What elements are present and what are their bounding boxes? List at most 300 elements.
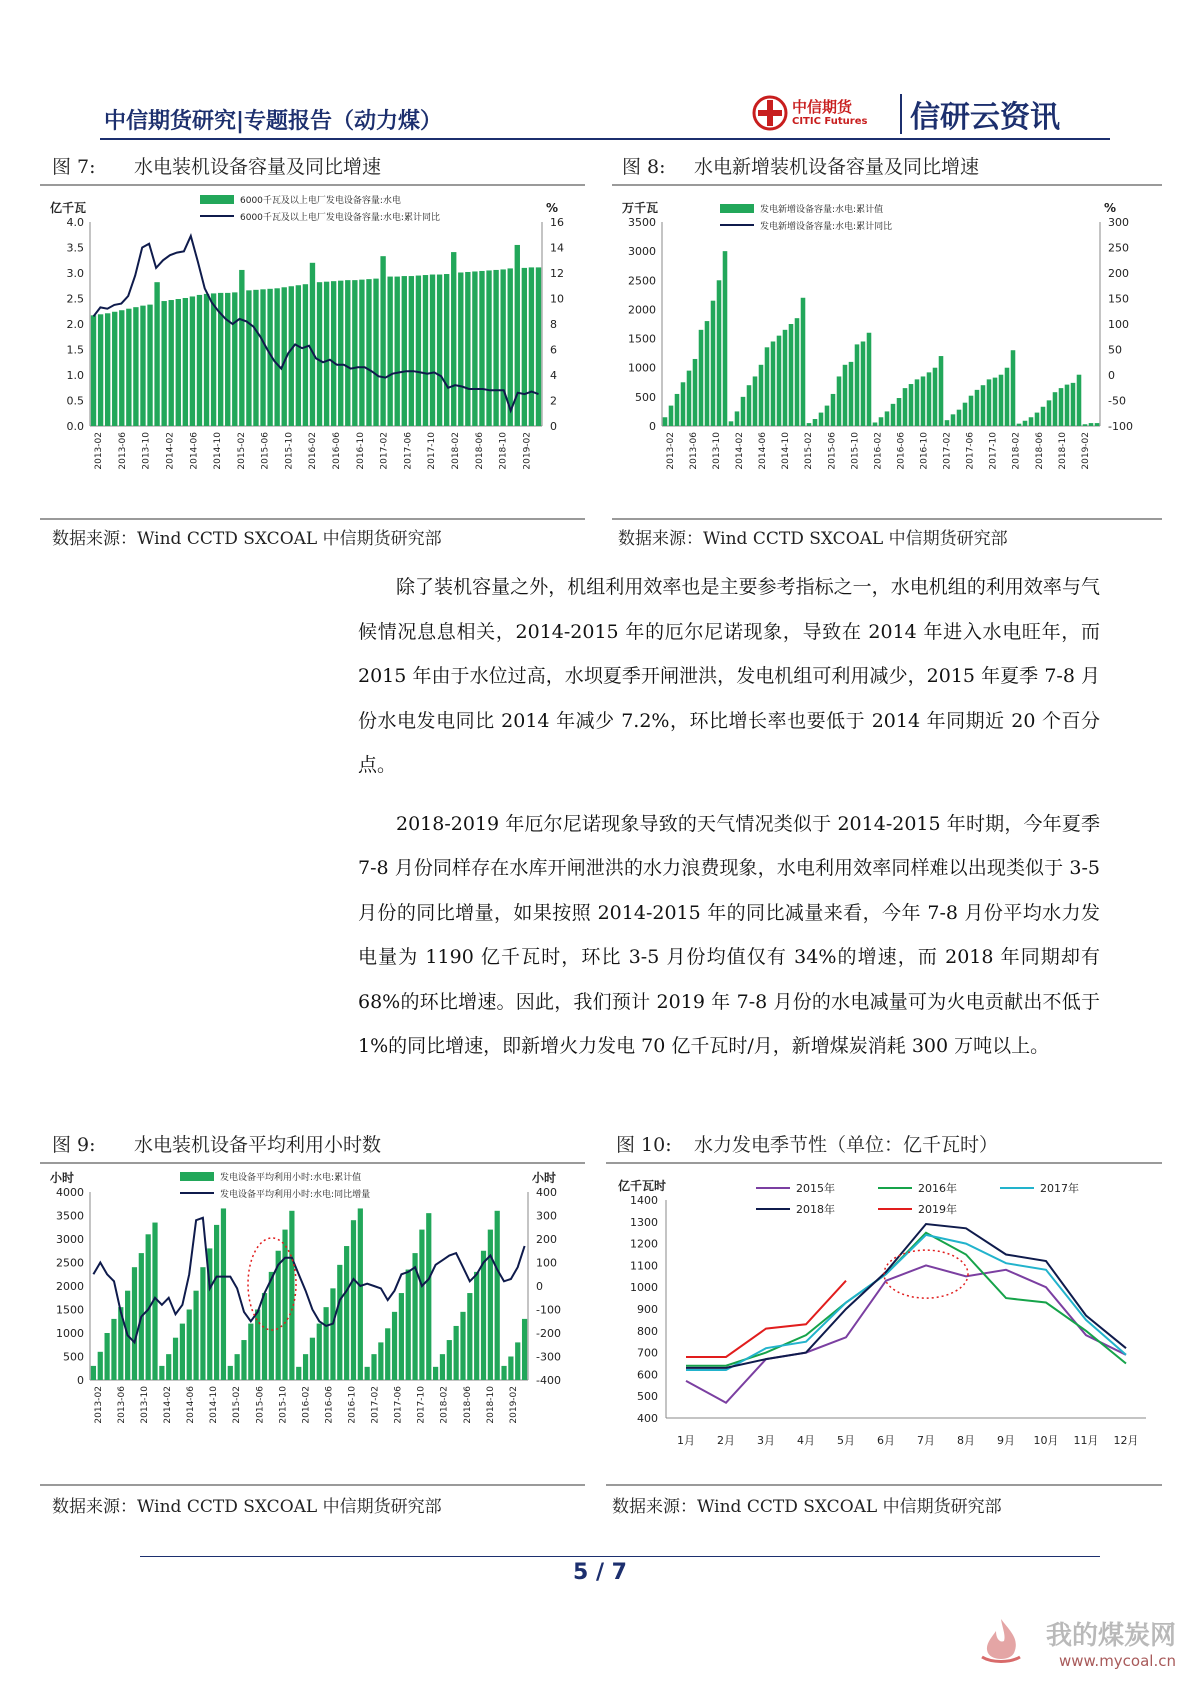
fig8-x-tick: 2014-10 [781, 432, 792, 470]
fig10-y-label: 亿千瓦时 [618, 1179, 667, 1193]
fig8-x-tick: 2018-06 [1034, 432, 1045, 470]
fig9-bar [166, 1354, 171, 1380]
fig7-x-tick: 2018-02 [450, 432, 461, 470]
fig7-bar [366, 279, 371, 426]
fig9-bar [310, 1338, 315, 1380]
fig10-x-tick: 1月 [677, 1434, 695, 1447]
fig7-left-unit: 亿千瓦 [50, 201, 87, 215]
fig8-bar [825, 406, 830, 426]
fig8-bar [939, 356, 944, 426]
fig7-left-tick: 3.5 [66, 241, 84, 255]
fig9-x-tick: 2013-10 [140, 1386, 151, 1424]
fig7-x-tick: 2019-02 [522, 432, 533, 470]
fig8-bar [783, 330, 788, 426]
fig9-bar [193, 1291, 198, 1380]
body-text [358, 565, 1100, 1069]
fig8-right-tick: -50 [1108, 394, 1126, 408]
brand-name: 信研云资讯 [910, 100, 1060, 135]
fig7-right-tick: 14 [550, 241, 564, 255]
fig7-x-tick: 2013-10 [141, 432, 152, 470]
fig10-chart [606, 1164, 1162, 1480]
fig8-bar [747, 385, 752, 426]
fig8-left-tick: 0 [649, 420, 656, 433]
fig7-right-tick: 16 [550, 216, 564, 229]
fig10-y-tick: 1400 [630, 1194, 658, 1207]
fig9-right-tick: -400 [536, 1374, 561, 1387]
fig7-bar [359, 280, 364, 426]
fig8-x-tick: 2016-10 [919, 432, 930, 470]
fig10-x-tick: 8月 [957, 1434, 975, 1447]
fig8-right-tick: 50 [1108, 343, 1122, 357]
fig9-right-tick: 100 [536, 1256, 557, 1270]
fig8-bar [1047, 400, 1052, 426]
fig8-bar [1083, 424, 1088, 426]
fig8-bar [717, 280, 722, 426]
fig9-left-tick: 3500 [56, 1209, 84, 1223]
logo-cn: 中信期货 [792, 98, 853, 116]
fig9-x-tick: 2018-02 [439, 1386, 450, 1424]
fig9-label: 图 9: [52, 1134, 96, 1156]
fig9-bar [358, 1208, 363, 1380]
fig9-left-tick: 4000 [56, 1186, 84, 1199]
fig8-right-tick: -100 [1108, 420, 1133, 433]
fig8-label: 图 8: [622, 156, 666, 178]
fig8-bar [849, 362, 854, 426]
fig9-bar [501, 1366, 506, 1380]
fig9-x-tick: 2016-02 [301, 1386, 312, 1424]
fig7-bar [536, 267, 541, 426]
fig7-bar [225, 293, 230, 426]
fig9-bar [419, 1230, 424, 1380]
fig7-x-tick: 2017-10 [427, 432, 438, 470]
fig7-x-tick: 2016-10 [355, 432, 366, 470]
fig8-bar [885, 411, 890, 426]
fig8-x-tick: 2018-02 [1011, 432, 1022, 470]
fig7-bar [253, 290, 258, 426]
footer-rule [140, 1556, 1100, 1557]
fig7-bar [112, 312, 117, 426]
fig8-x-tick: 2016-02 [873, 432, 884, 470]
fig8-title: 水电新增装机设备容量及同比增速 [694, 156, 980, 178]
fig9-bar [255, 1310, 260, 1381]
fig7-bar [169, 300, 174, 426]
fig9-x-tick: 2013-02 [93, 1386, 104, 1424]
fig7-x-tick: 2018-06 [474, 432, 485, 470]
fig7-bar [465, 272, 470, 426]
fig9-right-tick: -300 [536, 1350, 561, 1364]
fig7-left-tick: 2.5 [66, 292, 84, 306]
fig7-bar [310, 263, 315, 426]
report-header-title: 中信期货研究|专题报告（动力煤） [104, 109, 443, 134]
fig7-right-tick: 8 [550, 318, 557, 331]
fig9-bar [159, 1366, 164, 1380]
fig9-bar [337, 1265, 342, 1380]
fig9-bar [132, 1267, 137, 1380]
fig8-bar [705, 321, 710, 426]
fig8-bar [1071, 383, 1076, 426]
fig8-bar [837, 376, 842, 426]
fig8-bar [915, 379, 920, 426]
fig8-bar [831, 394, 836, 426]
fig7-bar [451, 252, 456, 426]
fig7-bar [409, 276, 414, 426]
watermark-url: www.mycoal.cn [1059, 1652, 1176, 1670]
fig10-x-tick: 9月 [997, 1434, 1015, 1447]
fig8-bar [741, 397, 746, 426]
fig8-bar [1005, 368, 1010, 426]
fig10-x-tick: 3月 [757, 1434, 775, 1447]
fig7-right-tick: 0 [550, 420, 557, 433]
fig9-left-tick: 1000 [56, 1327, 84, 1340]
fig9-x-tick: 2014-10 [209, 1386, 220, 1424]
fig7-bar [331, 281, 336, 426]
fig9-bar [262, 1293, 267, 1380]
fig7-bar [458, 272, 463, 426]
fig7-bar [119, 310, 124, 426]
fig8-bar [795, 318, 800, 426]
fig7-right-tick: 12 [550, 267, 564, 280]
fig7-bar [296, 285, 301, 426]
fig7-bar [380, 256, 385, 426]
fig9-bar [474, 1272, 479, 1380]
fig8-left-tick: 500 [635, 390, 656, 404]
fig7-series-line [94, 236, 539, 411]
fig7-bar [324, 282, 329, 426]
fig9-bar [324, 1307, 329, 1380]
fig10-y-tick: 800 [637, 1324, 658, 1338]
fig8-bar [663, 417, 668, 426]
fig7-left-tick: 1.0 [66, 369, 84, 382]
fig8-bar [951, 414, 956, 426]
fig9-bar [385, 1328, 390, 1380]
flame-logo-icon [976, 1615, 1026, 1665]
fig7-bar [352, 280, 357, 426]
fig8-bar [699, 330, 704, 426]
fig8-bar [729, 421, 734, 426]
fig8-bar [843, 365, 848, 426]
fig9-bar [173, 1338, 178, 1380]
fig7-bar [387, 277, 392, 426]
fig8-right-tick: 250 [1108, 241, 1129, 255]
fig7-source: 数据来源：Wind CCTD SXCOAL 中信期货研究部 [52, 529, 442, 549]
fig7-bar [183, 298, 188, 426]
fig7-bar [529, 267, 534, 426]
fig9-bar [303, 1354, 308, 1380]
fig7-bar [486, 270, 491, 426]
watermark-cn: 我的煤炭网 [1045, 1621, 1176, 1651]
fig9-bar [180, 1324, 185, 1380]
fig8-legend-bar-label: 发电新增设备容量:水电:累计值 [760, 205, 884, 215]
fig8-x-tick: 2014-06 [758, 432, 769, 470]
fig10-legend-label: 2017年 [1040, 1182, 1079, 1195]
fig8-bar [1023, 421, 1028, 426]
fig9-left-tick: 500 [63, 1350, 84, 1364]
fig8-x-tick: 2017-02 [942, 432, 953, 470]
fig9-bar [365, 1367, 370, 1380]
fig7-bar [402, 276, 407, 426]
fig9-x-tick: 2014-06 [186, 1386, 197, 1424]
fig8-bar [687, 371, 692, 426]
fig10-x-tick: 5月 [837, 1434, 855, 1447]
fig7-x-tick: 2014-10 [213, 432, 224, 470]
fig7-bar [444, 274, 449, 426]
fig8-right-tick: 0 [1108, 369, 1115, 382]
fig7-bar [260, 289, 265, 426]
fig7-bar [246, 290, 251, 426]
fig8-left-tick: 2000 [628, 303, 656, 317]
fig8-bar [1011, 350, 1016, 426]
fig7-bar [395, 277, 400, 426]
fig9-right-tick: 0 [536, 1280, 543, 1293]
fig8-bar [807, 423, 812, 426]
fig7-bar [317, 282, 322, 426]
fig7-title: 水电装机设备容量及同比增速 [134, 156, 382, 178]
fig10-legend-label: 2019年 [918, 1203, 957, 1216]
fig10-legend-label: 2018年 [796, 1203, 835, 1216]
fig7-x-tick: 2017-02 [379, 432, 390, 470]
fig9-bar [495, 1211, 500, 1380]
fig7-bar [522, 268, 527, 426]
fig8-bar [927, 372, 932, 426]
fig7-bar [204, 294, 209, 426]
fig8-right-tick: 100 [1108, 318, 1129, 331]
fig9-right-tick: -100 [536, 1303, 561, 1317]
fig8-bar [735, 411, 740, 426]
fig7-bar [161, 301, 166, 426]
fig9-bar [351, 1220, 356, 1380]
fig7-bottom-rule [40, 518, 585, 520]
fig7-x-tick: 2014-02 [165, 432, 176, 470]
fig8-bar [675, 394, 680, 426]
fig9-bar [426, 1213, 431, 1380]
fig8-x-tick: 2015-06 [827, 432, 838, 470]
fig8-bar [777, 336, 782, 426]
fig9-bar [282, 1230, 287, 1380]
fig8-x-tick: 2019-02 [1080, 432, 1091, 470]
fig8-legend-line-label: 发电新增设备容量:水电:累计同比 [760, 222, 893, 232]
fig7-bar [147, 305, 152, 426]
fig9-right-tick: 300 [536, 1209, 557, 1223]
fig8-bar [981, 385, 986, 426]
fig8-bar [879, 417, 884, 426]
fig8-bar [681, 382, 686, 426]
fig9-x-tick: 2013-06 [116, 1386, 127, 1424]
fig9-title: 水电装机设备平均利用小时数 [134, 1134, 382, 1156]
fig10-bottom-rule [606, 1484, 1162, 1486]
fig9-legend-bar-swatch [180, 1172, 214, 1181]
fig8-x-tick: 2014-02 [735, 432, 746, 470]
fig9-right-tick: -200 [536, 1327, 561, 1340]
fig8-bar [1077, 375, 1082, 426]
fig9-bar [399, 1293, 404, 1380]
fig9-bar [221, 1208, 226, 1380]
fig8-bar [753, 376, 758, 426]
logo-en: CITIC Futures [792, 116, 868, 127]
fig10-y-tick: 700 [637, 1346, 658, 1360]
fig8-left-tick: 2500 [628, 274, 656, 288]
fig7-bar [154, 282, 159, 426]
fig9-series-line [93, 1218, 524, 1343]
fig9-left-tick: 0 [77, 1374, 84, 1387]
fig8-legend-bar-swatch [720, 204, 754, 213]
fig10-y-tick: 400 [637, 1412, 658, 1425]
fig8-bar [897, 398, 902, 426]
fig9-x-tick: 2018-10 [485, 1386, 496, 1424]
fig9-bar [344, 1246, 349, 1380]
fig8-bar [801, 298, 806, 426]
fig9-legend-line-label: 发电设备平均利用小时:水电:同比增量 [220, 1190, 371, 1200]
fig8-bar [819, 413, 824, 426]
fig7-bar [338, 281, 343, 426]
fig7-bar [232, 292, 237, 426]
fig8-bar [1041, 407, 1046, 426]
fig9-x-tick: 2015-02 [232, 1386, 243, 1424]
fig10-x-tick: 6月 [877, 1434, 895, 1447]
fig9-bar [460, 1312, 465, 1380]
fig7-x-tick: 2013-06 [117, 432, 128, 470]
header-rule [100, 138, 1110, 140]
fig10-x-tick: 7月 [917, 1434, 935, 1447]
fig9-bottom-rule [40, 1484, 585, 1486]
fig8-right-tick: 200 [1108, 267, 1129, 280]
fig7-left-tick: 4.0 [66, 216, 84, 229]
fig10-title: 水力发电季节性（单位：亿千瓦时） [694, 1134, 999, 1156]
fig8-bar [813, 419, 818, 426]
fig9-x-tick: 2017-02 [370, 1386, 381, 1424]
fig7-x-tick: 2018-10 [498, 432, 509, 470]
fig8-bar [1029, 417, 1034, 426]
fig10-series-line-2016年 [686, 1233, 1126, 1366]
fig8-bar [669, 406, 674, 426]
fig9-bar [289, 1211, 294, 1380]
fig10-label: 图 10: [616, 1134, 672, 1156]
fig7-bar [416, 276, 421, 426]
fig8-bar [963, 403, 968, 426]
fig8-bar [711, 301, 716, 426]
fig7-x-tick: 2015-02 [236, 432, 247, 470]
fig8-x-tick: 2016-06 [896, 432, 907, 470]
fig7-bar [211, 293, 216, 426]
fig8-left-tick: 3500 [628, 216, 656, 229]
fig7-bar [437, 275, 442, 426]
page-number: 5 / 7 [573, 1560, 627, 1585]
fig7-bar [423, 275, 428, 426]
fig8-x-tick: 2017-06 [965, 432, 976, 470]
fig7-bar [126, 309, 131, 426]
fig7-bar [140, 306, 145, 426]
fig8-bar [921, 376, 926, 426]
fig9-bar [105, 1333, 110, 1380]
fig8-bar [945, 420, 950, 426]
brand-divider [900, 94, 902, 134]
fig8-bar [765, 347, 770, 426]
fig8-bar [723, 251, 728, 426]
fig9-source: 数据来源：Wind CCTD SXCOAL 中信期货研究部 [52, 1497, 442, 1517]
fig9-left-tick: 2500 [56, 1256, 84, 1270]
fig9-right-tick: 400 [536, 1186, 557, 1199]
fig8-bar [855, 344, 860, 426]
fig8-bar [891, 404, 896, 426]
fig10-y-tick: 1200 [630, 1237, 658, 1251]
fig9-x-tick: 2016-06 [324, 1386, 335, 1424]
fig8-bar [861, 341, 866, 426]
fig7-bar [289, 286, 294, 426]
fig7-left-tick: 1.5 [66, 343, 84, 357]
fig8-bar [789, 324, 794, 426]
fig9-x-tick: 2017-10 [416, 1386, 427, 1424]
fig8-bottom-rule [612, 518, 1162, 520]
fig10-x-tick: 11月 [1073, 1434, 1099, 1447]
fig9-x-tick: 2019-02 [508, 1386, 519, 1424]
fig9-bar [508, 1357, 513, 1381]
fig8-bar [1089, 423, 1094, 426]
fig7-bar [303, 284, 308, 426]
fig9-right-unit: 小时 [532, 1171, 557, 1185]
fig8-x-tick: 2015-02 [804, 432, 815, 470]
fig7-right-tick: 2 [550, 394, 557, 408]
fig10-legend-label: 2015年 [796, 1182, 835, 1195]
fig8-x-tick: 2013-10 [712, 432, 723, 470]
fig8-chart [612, 186, 1162, 516]
fig9-x-tick: 2016-10 [347, 1386, 358, 1424]
fig7-right-unit: % [546, 201, 559, 215]
fig10-y-tick: 1000 [630, 1281, 658, 1295]
fig7-left-tick: 0.5 [66, 394, 84, 408]
fig8-bar [693, 359, 698, 426]
fig7-bar [98, 314, 103, 426]
fig7-x-tick: 2013-02 [94, 432, 105, 470]
fig10-legend-label: 2016年 [918, 1182, 957, 1195]
fig7-legend-bar-label: 6000千瓦及以上电厂发电设备容量:水电 [240, 196, 401, 206]
fig9-left-tick: 3000 [56, 1233, 84, 1246]
fig10-x-tick: 4月 [797, 1434, 815, 1447]
fig7-right-tick: 4 [550, 369, 557, 382]
fig9-bar [98, 1352, 103, 1380]
fig10-x-tick: 10月 [1033, 1434, 1059, 1447]
fig9-bar [111, 1319, 116, 1380]
fig9-x-tick: 2014-02 [163, 1386, 174, 1424]
fig7-left-tick: 2.0 [66, 318, 84, 331]
fig7-bar [197, 295, 202, 426]
fig8-bar [867, 333, 872, 426]
citic-logo [752, 92, 898, 134]
fig7-label: 图 7: [52, 156, 96, 178]
fig8-bar [1035, 413, 1040, 426]
fig10-y-tick: 600 [637, 1368, 658, 1382]
fig9-bar [454, 1326, 459, 1380]
fig10-y-tick: 1100 [630, 1259, 658, 1273]
fig10-y-tick: 1300 [630, 1215, 658, 1229]
fig8-bar [1017, 424, 1022, 426]
fig9-legend-bar-label: 发电设备平均利用小时:水电:累计值 [220, 1173, 362, 1183]
fig8-left-unit: 万千瓦 [622, 201, 659, 215]
fig7-right-tick: 10 [550, 292, 564, 306]
fig9-bar [91, 1366, 96, 1380]
fig8-left-tick: 1500 [628, 332, 656, 346]
fig9-bar [440, 1354, 445, 1380]
fig8-bar [909, 384, 914, 426]
fig8-right-unit: % [1104, 201, 1117, 215]
fig7-x-tick: 2017-06 [403, 432, 414, 470]
fig8-bar [1059, 388, 1064, 426]
fig9-bar [406, 1270, 411, 1380]
fig9-left-tick: 2000 [56, 1280, 84, 1293]
fig7-chart [40, 186, 585, 516]
fig9-bar [392, 1312, 397, 1380]
fig9-right-tick: 200 [536, 1233, 557, 1246]
fig8-bar [957, 410, 962, 426]
fig7-legend-line-label: 6000千瓦及以上电厂发电设备容量:水电:累计同比 [240, 213, 440, 223]
